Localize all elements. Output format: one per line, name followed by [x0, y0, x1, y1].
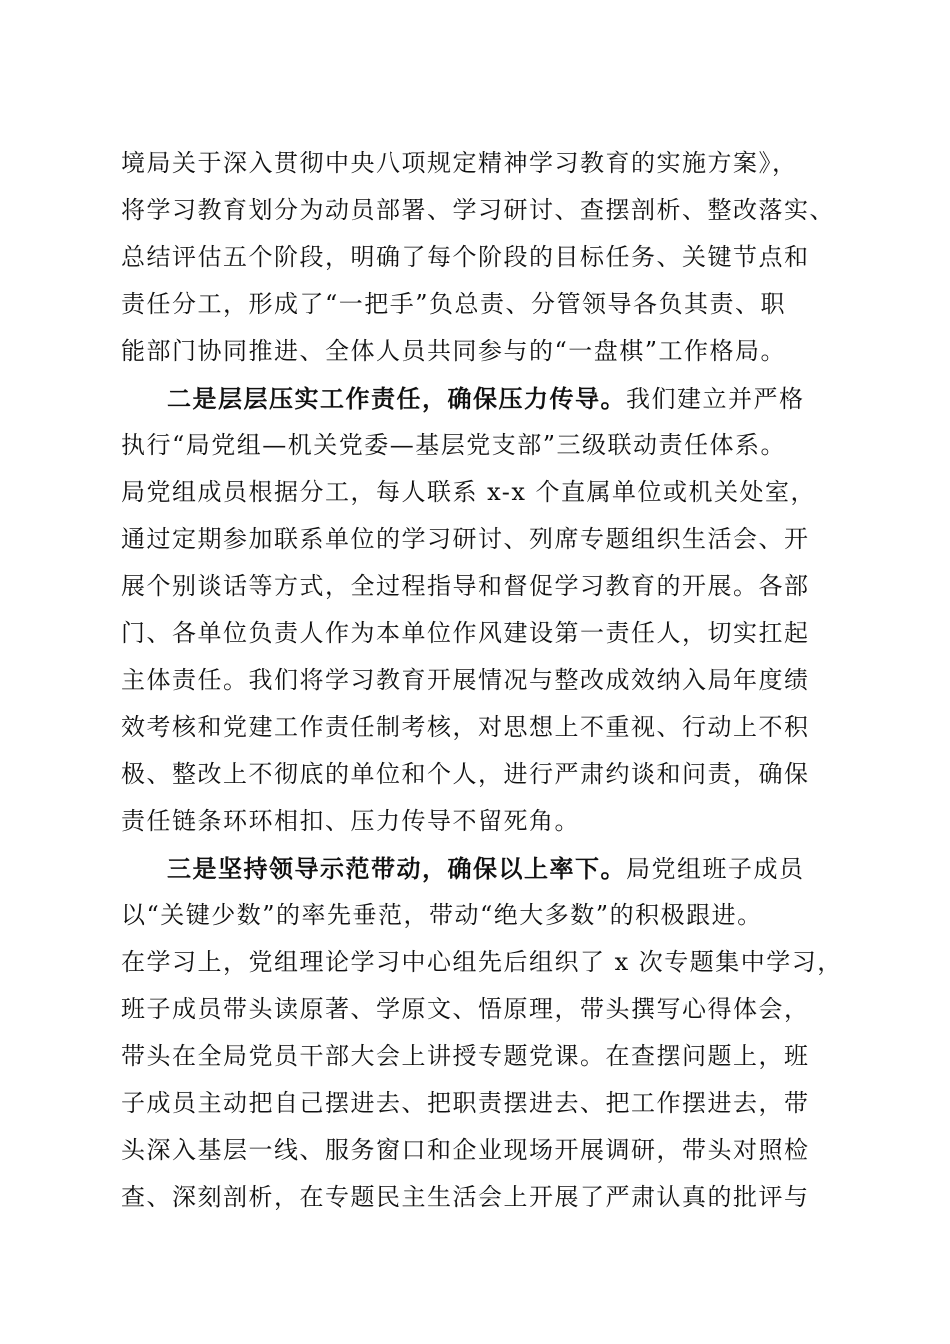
paragraph-line: 在学习上，党组理论学习中心组先后组织了 x 次专题集中学习， [121, 948, 843, 976]
paragraph-line: 主体责任。我们将学习教育开展情况与整改成效纳入局年度绩 [121, 666, 810, 694]
paragraph-3 [121, 845, 841, 1221]
paragraph-line: 班子成员带头读原著、学原文、悟原理，带头撰写心得体会， [121, 995, 810, 1023]
paragraph-line: 查、深刻剖析，在专题民主生活会上开展了严肃认真的批评与 [121, 1183, 810, 1211]
paragraph-line: 能部门协同推进、全体人员共同参与的“一盘棋”工作格局。 [121, 337, 787, 365]
paragraph-line: 境局关于深入贯彻中央八项规定精神学习教育的实施方案》， [121, 149, 798, 177]
paragraph-line: 效考核和党建工作责任制考核，对思想上不重视、行动上不积 [121, 713, 810, 741]
paragraph-line: 极、整改上不彻底的单位和个人，进行严肃约谈和问责，确保 [121, 760, 810, 788]
paragraph-first-line [121, 845, 841, 892]
paragraph-first-line [121, 375, 841, 422]
paragraph-2 [121, 375, 841, 845]
paragraph-first-line-text: 局党组班子成员 [626, 855, 805, 883]
paragraph-first-line-text: 我们建立并严格 [626, 385, 805, 413]
paragraph-line: 展个别谈话等方式，全过程指导和督促学习教育的开展。各部 [121, 572, 810, 600]
paragraph-line: 执行“局党组—机关党委—基层党支部”三级联动责任体系。 [121, 431, 787, 459]
paragraph-line: 门、各单位负责人作为本单位作风建设第一责任人，切实扛起 [121, 619, 810, 647]
paragraph-line: 子成员主动把自己摆进去、把职责摆进去、把工作摆进去，带 [121, 1089, 810, 1117]
paragraph-line: 局党组成员根据分工，每人联系 x-x 个直属单位或机关处室， [121, 478, 817, 506]
paragraph-line: 带头在全局党员干部大会上讲授专题党课。在查摆问题上，班 [121, 1042, 810, 1070]
paragraph-heading: 三是坚持领导示范带动，确保以上率下。 [167, 854, 626, 883]
paragraph-line: 头深入基层一线、服务窗口和企业现场开展调研，带头对照检 [121, 1136, 810, 1164]
paragraph-line: 以“关键少数”的率先垂范，带动“绝大多数”的积极跟进。 [121, 901, 763, 929]
paragraph-line: 责任分工，形成了“一把手”负总责、分管领导各负其责、职 [121, 290, 787, 318]
paragraph-1 [121, 140, 841, 375]
paragraph-heading: 二是层层压实工作责任，确保压力传导。 [167, 384, 626, 413]
paragraph-line: 将学习教育划分为动员部署、学习研讨、查摆剖析、整改落实、 [121, 196, 835, 224]
paragraph-line: 总结评估五个阶段，明确了每个阶段的目标任务、关键节点和 [121, 243, 810, 271]
paragraph-line: 通过定期参加联系单位的学习研讨、列席专题组织生活会、开 [121, 525, 810, 553]
document-body [121, 140, 841, 1221]
paragraph-line: 责任链条环环相扣、压力传导不留死角。 [121, 807, 580, 835]
